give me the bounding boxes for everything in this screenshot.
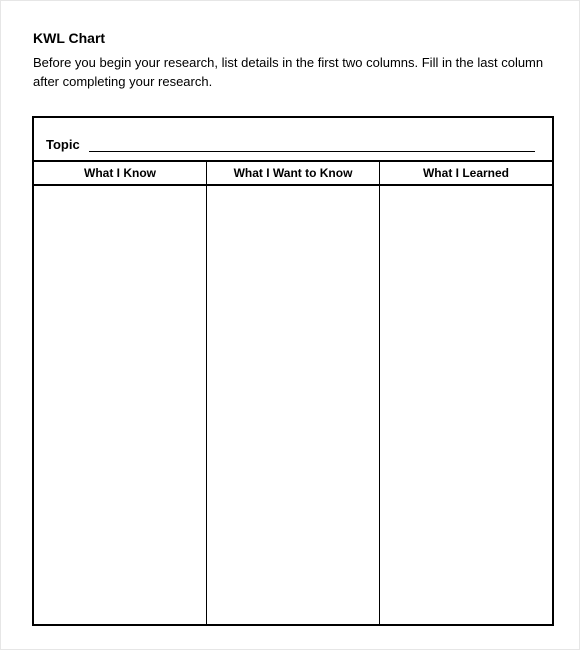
column-header-want-to-know: What I Want to Know: [207, 162, 380, 184]
kwl-chart-table: [32, 116, 554, 626]
learned-column-area[interactable]: [380, 186, 552, 624]
instructions-text: Before you begin your research, list details in the first two columns. Fill in the last column after completing your research.: [33, 55, 544, 89]
topic-row: [34, 118, 552, 160]
worksheet-page: [1, 1, 579, 649]
column-header-row: [34, 160, 552, 186]
column-body-row: [34, 186, 552, 624]
page-title: KWL Chart: [33, 30, 106, 46]
want-to-know-column-area[interactable]: [207, 186, 380, 624]
know-column-area[interactable]: [34, 186, 207, 624]
topic-write-line[interactable]: [89, 151, 535, 152]
topic-label: Topic: [46, 137, 80, 152]
column-header-know: What I Know: [34, 162, 207, 184]
column-header-learned: What I Learned: [422, 166, 509, 180]
